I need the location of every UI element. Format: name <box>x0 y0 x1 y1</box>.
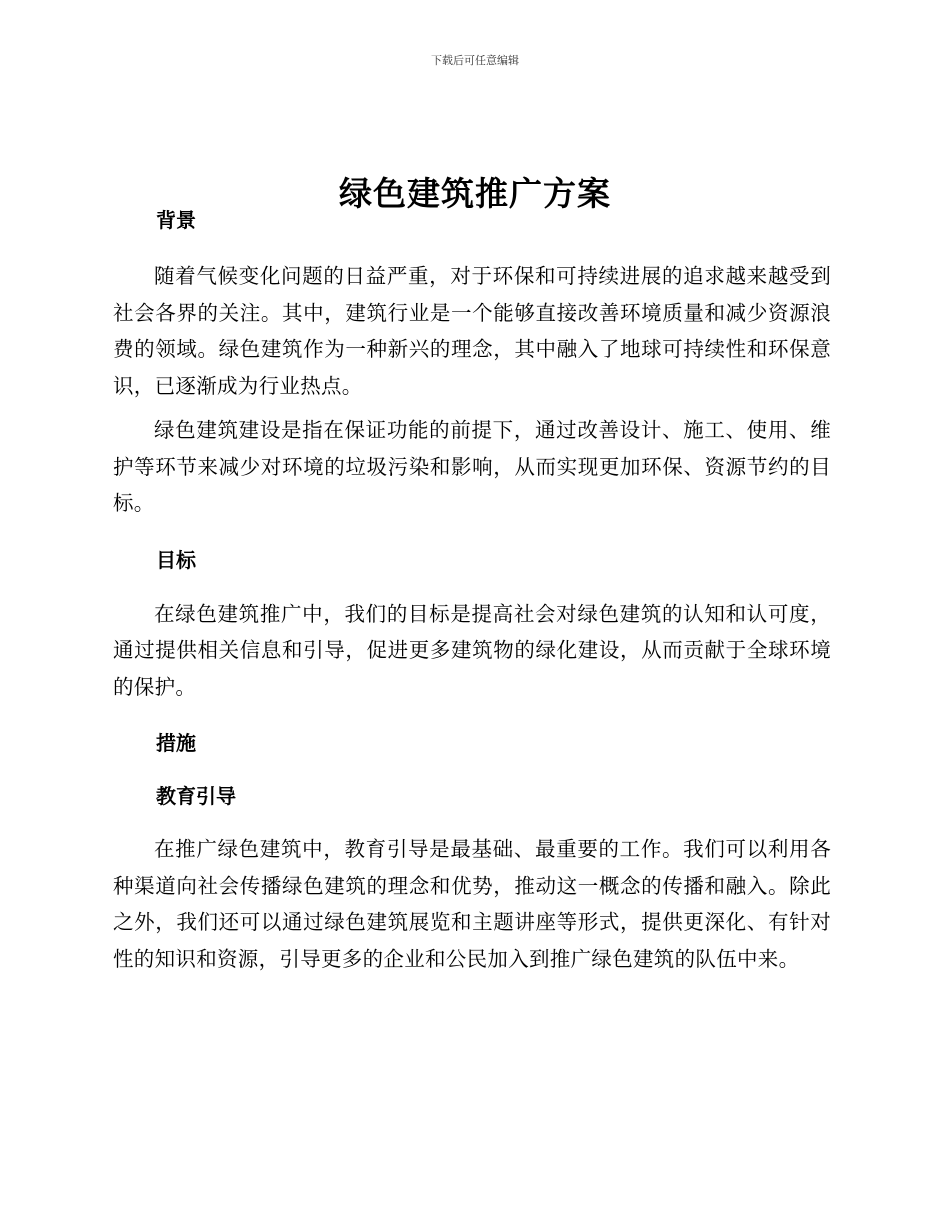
section-heading-background: 背景 <box>156 208 196 232</box>
header-note: 下载后可任意编辑 <box>431 54 519 67</box>
background-paragraph-2: 绿色建筑建设是指在保证功能的前提下，通过改善设计、施工、使用、维护等环节来减少对环境的垃圾污染和影响，从而实现更加环保、资源节约的目标。 <box>113 418 831 515</box>
section-heading-goal: 目标 <box>156 547 196 572</box>
goal-paragraph: 在绿色建筑推广中，我们的目标是提高社会对绿色建筑的认知和认可度，通过提供相关信息和引导，促进更多建筑物的绿化建设，从而贡献于全球环境的保护。 <box>113 601 831 699</box>
background-paragraph-1: 随着气候变化问题的日益严重，对于环保和可持续进展的追求越来越受到社会各界的关注。其中，建筑行业是一个能够直接改善环境质量和减少资源浪费的领域。绿色建筑作为一种新兴的理念，其中融入了地球可持续性和环保意识，已逐渐成为行业热点。 <box>113 264 831 398</box>
education-paragraph: 在推广绿色建筑中，教育引导是最基础、最重要的工作。我们可以利用各种渠道向社会传播绿色建筑的理念和优势，推动这一概念的传播和融入。除此之外，我们还可以通过绿色建筑展览和主题讲座等形式，提供更深化、有针对性的知识和资源，引导更多的企业和公民加入到推广绿色建筑的队伍中来。 <box>113 837 831 971</box>
subsection-heading-education: 教育引导 <box>156 784 236 808</box>
document-body <box>113 202 831 977</box>
section-heading-measures: 措施 <box>156 731 196 755</box>
document-title: 绿色建筑推广方案 <box>339 174 611 214</box>
